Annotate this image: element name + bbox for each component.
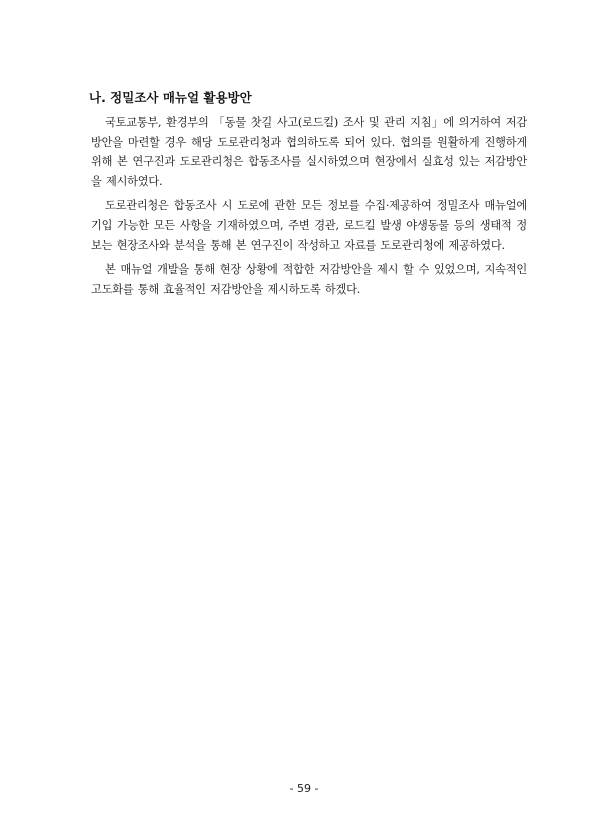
document-body [91, 88, 527, 304]
page-number: - 59 - [289, 782, 319, 795]
paragraph-2: 도로관리청은 합동조사 시 도로에 관한 모든 정보를 수집·제공하여 정밀조사 매뉴얼에 기입 가능한 모든 사항을 기재하였으며, 주변 경관, 로드킬 발생 야생동물 등의 생태적 정보는 현장조사와 분석을 통해 본 연구진이 작성하고 자료를 도로관리청에 제공하였다. [91, 199, 527, 252]
paragraph-3: 본 매뉴얼 개발을 통해 현장 상황에 적합한 저감방안을 제시 할 수 있었으며, 지속적인 고도화를 통해 효율적인 저감방안을 제시하도록 하겠다. [91, 263, 527, 296]
section-heading: 나. 정밀조사 매뉴얼 활용방안 [89, 90, 252, 105]
paragraph-1: 국토교통부, 환경부의 「동물 찻길 사고(로드킬) 조사 및 관리 지침」에 의거하여 저감방안을 마련할 경우 해당 도로관리청과 협의하도록 되어 있다. 협의를 원활하게 진행하게 위해 본 연구진과 도로관리청은 합동조사를 실시하였으며 현장에서 실효성 있는 저감방안을 제시하였다. [91, 116, 527, 188]
